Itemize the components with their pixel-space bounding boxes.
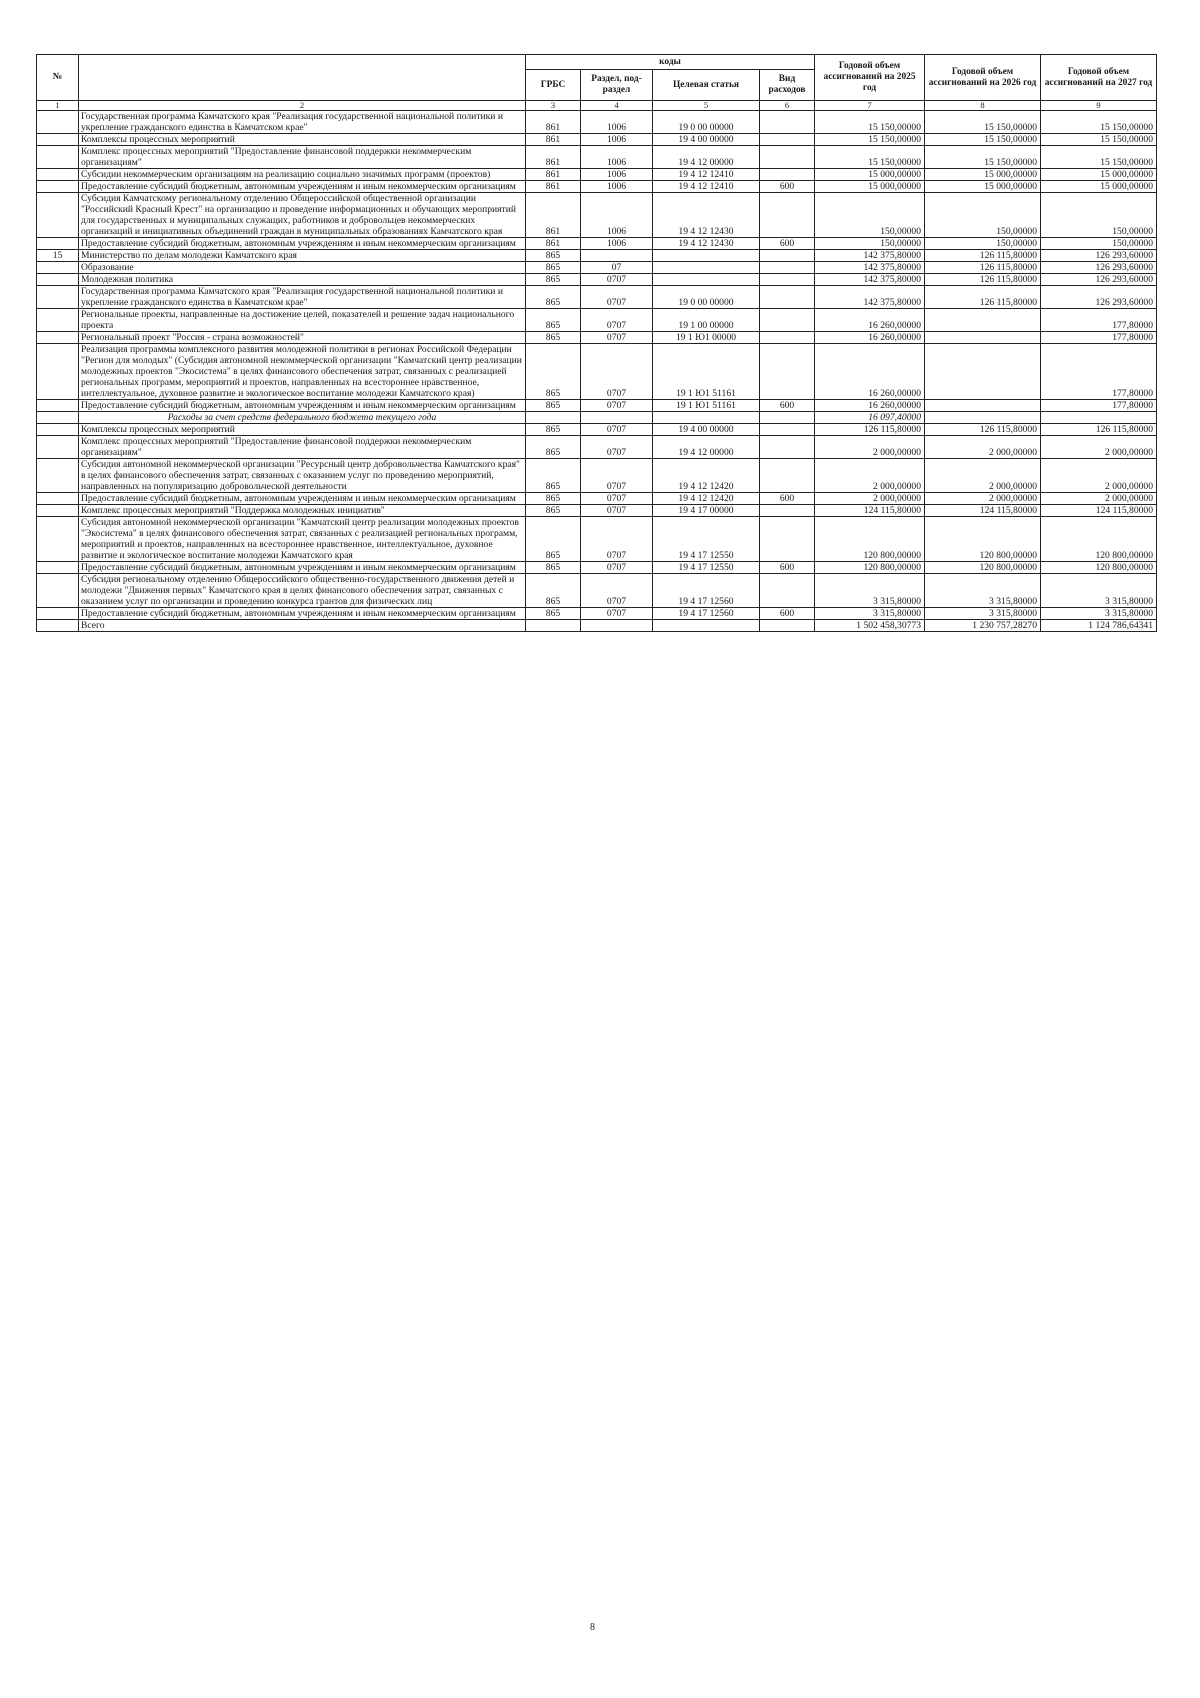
- amount-2026-cell: 2 000,00000: [925, 493, 1041, 505]
- table-row: [37, 412, 1157, 424]
- amount-2027-cell: 1 124 786,64341: [1041, 620, 1157, 632]
- column-number-row: [37, 101, 1157, 111]
- amount-2025-cell: 142 375,80000: [815, 286, 925, 309]
- row-name-cell: Субсидия автономной некоммерческой организации "Камчатский центр реализации молодежных проектов "Экосистема" в целях финансового обеспечения затрат, связанных с реализацией региональных программ, мероприятий и проектов, направленных на всестороннее нравственное, интеллектуальное, духовное развитие и экологическое воспитание молодежи Камчатского края: [79, 517, 526, 562]
- row-name-cell: Государственная программа Камчатского края "Реализация государственной национальной политики и укрепление гражданского единства в Камчатском крае": [79, 111, 526, 134]
- table-row: [37, 620, 1157, 632]
- expense-type-cell: [760, 412, 815, 424]
- amount-2025-cell: 124 115,80000: [815, 505, 925, 517]
- razdel-cell: 0707: [581, 400, 653, 412]
- razdel-cell: 0707: [581, 562, 653, 574]
- table-row: [37, 562, 1157, 574]
- amount-2025-cell: 142 375,80000: [815, 250, 925, 262]
- table-row: [37, 134, 1157, 146]
- header-2026: Годовой объем ассигнований на 2026 год: [925, 55, 1041, 101]
- grbs-cell: 865: [526, 608, 581, 620]
- grbs-cell: 861: [526, 181, 581, 193]
- amount-2027-cell: 120 800,00000: [1041, 517, 1157, 562]
- column-number: 9: [1041, 101, 1157, 111]
- row-name-cell: Субсидия Камчатскому региональному отделению Общероссийской общественной организации "Российский Красный Крест" на организацию и проведение информационных и обучающих мероприятий для государственных и муниципальных служащих, работников и добровольцев некоммерческих организаций и инициативных объединений граждан в муниципальных образованиях Камчатского края: [79, 193, 526, 238]
- row-number-cell: [37, 134, 79, 146]
- razdel-cell: 1006: [581, 238, 653, 250]
- header-vr: Вид расходов: [760, 70, 815, 101]
- grbs-cell: 865: [526, 274, 581, 286]
- column-number: 3: [526, 101, 581, 111]
- razdel-cell: 0707: [581, 436, 653, 459]
- amount-2027-cell: 3 315,80000: [1041, 608, 1157, 620]
- amount-2027-cell: 126 293,60000: [1041, 250, 1157, 262]
- row-name-cell: Предоставление субсидий бюджетным, автономным учреждениям и иным некоммерческим организациям: [79, 493, 526, 505]
- table-row: [37, 274, 1157, 286]
- target-article-cell: 19 1 Ю1 51161: [653, 344, 760, 400]
- row-name-cell: Субсидия региональному отделению Общероссийского общественно-государственного движения детей и молодежи "Движения первых" Камчатского края в целях финансового обеспечения затрат, связанных с оказанием услуг по организации и проведению конкурса грантов для физических лиц: [79, 574, 526, 608]
- amount-2026-cell: 126 115,80000: [925, 424, 1041, 436]
- table-row: [37, 286, 1157, 309]
- row-number-cell: [37, 193, 79, 238]
- amount-2025-cell: 126 115,80000: [815, 424, 925, 436]
- target-article-cell: 19 1 Ю1 51161: [653, 400, 760, 412]
- grbs-cell: 865: [526, 424, 581, 436]
- table-row: [37, 574, 1157, 608]
- razdel-cell: 0707: [581, 344, 653, 400]
- amount-2027-cell: 126 115,80000: [1041, 424, 1157, 436]
- amount-2025-cell: 15 150,00000: [815, 146, 925, 169]
- amount-2025-cell: 2 000,00000: [815, 493, 925, 505]
- amount-2025-cell: 16 260,00000: [815, 332, 925, 344]
- row-name-cell: Государственная программа Камчатского края "Реализация государственной национальной политики и укрепление гражданского единства в Камчатском крае": [79, 286, 526, 309]
- expense-type-cell: [760, 517, 815, 562]
- row-name-cell: Комплексы процессных мероприятий: [79, 134, 526, 146]
- amount-2026-cell: 126 115,80000: [925, 250, 1041, 262]
- table-row: [37, 517, 1157, 562]
- amount-2027-cell: 2 000,00000: [1041, 436, 1157, 459]
- table-row: [37, 193, 1157, 238]
- amount-2026-cell: 150,00000: [925, 238, 1041, 250]
- amount-2027-cell: 177,80000: [1041, 400, 1157, 412]
- expense-type-cell: [760, 250, 815, 262]
- grbs-cell: 865: [526, 309, 581, 332]
- row-name-cell: Региональный проект "Россия - страна возможностей": [79, 332, 526, 344]
- row-name-cell: Предоставление субсидий бюджетным, автономным учреждениям и иным некоммерческим организациям: [79, 238, 526, 250]
- expense-type-cell: [760, 424, 815, 436]
- table-body: [37, 111, 1157, 632]
- razdel-cell: 1006: [581, 181, 653, 193]
- row-number-cell: [37, 436, 79, 459]
- amount-2025-cell: 2 000,00000: [815, 459, 925, 493]
- expense-type-cell: [760, 332, 815, 344]
- target-article-cell: 19 0 00 00000: [653, 286, 760, 309]
- table-row: [37, 262, 1157, 274]
- amount-2026-cell: 3 315,80000: [925, 574, 1041, 608]
- razdel-cell: [581, 620, 653, 632]
- header-2025: Годовой объем ассигнований на 2025 год: [815, 55, 925, 101]
- row-number-cell: [37, 181, 79, 193]
- header-razdel: Раздел, под-раздел: [581, 70, 653, 101]
- expense-type-cell: 600: [760, 181, 815, 193]
- header-csr: Целевая статья: [653, 70, 760, 101]
- amount-2026-cell: [925, 309, 1041, 332]
- amount-2027-cell: 177,80000: [1041, 344, 1157, 400]
- grbs-cell: 861: [526, 146, 581, 169]
- expense-type-cell: [760, 193, 815, 238]
- expense-type-cell: 600: [760, 608, 815, 620]
- amount-2025-cell: 16 260,00000: [815, 344, 925, 400]
- razdel-cell: 1006: [581, 111, 653, 134]
- amount-2026-cell: 15 150,00000: [925, 146, 1041, 169]
- grbs-cell: 865: [526, 286, 581, 309]
- table-row: [37, 238, 1157, 250]
- amount-2025-cell: 120 800,00000: [815, 517, 925, 562]
- row-number-cell: [37, 262, 79, 274]
- table-row: [37, 332, 1157, 344]
- amount-2027-cell: 177,80000: [1041, 332, 1157, 344]
- grbs-cell: 865: [526, 459, 581, 493]
- amount-2027-cell: 150,00000: [1041, 238, 1157, 250]
- expense-type-cell: [760, 505, 815, 517]
- grbs-cell: 865: [526, 344, 581, 400]
- amount-2026-cell: [925, 332, 1041, 344]
- amount-2025-cell: 142 375,80000: [815, 262, 925, 274]
- amount-2027-cell: 126 293,60000: [1041, 262, 1157, 274]
- page-number: 8: [590, 1622, 595, 1633]
- amount-2026-cell: 124 115,80000: [925, 505, 1041, 517]
- row-number-cell: [37, 505, 79, 517]
- amount-2026-cell: 120 800,00000: [925, 562, 1041, 574]
- amount-2026-cell: 150,00000: [925, 193, 1041, 238]
- row-name-cell: Субсидии некоммерческим организациям на реализацию социально значимых программ (проектов): [79, 169, 526, 181]
- row-name-cell: Предоставление субсидий бюджетным, автономным учреждениям и иным некоммерческим организациям: [79, 181, 526, 193]
- row-number-cell: [37, 620, 79, 632]
- amount-2026-cell: [925, 344, 1041, 400]
- amount-2026-cell: 2 000,00000: [925, 436, 1041, 459]
- amount-2026-cell: 126 115,80000: [925, 286, 1041, 309]
- header-2027: Годовой объем ассигнований на 2027 год: [1041, 55, 1157, 101]
- amount-2025-cell: 120 800,00000: [815, 562, 925, 574]
- target-article-cell: 19 4 12 12420: [653, 493, 760, 505]
- row-name-cell: Комплекс процессных мероприятий "Поддержка молодежных инициатив": [79, 505, 526, 517]
- target-article-cell: 19 1 00 00000: [653, 309, 760, 332]
- row-number-cell: [37, 424, 79, 436]
- grbs-cell: 865: [526, 436, 581, 459]
- grbs-cell: 865: [526, 262, 581, 274]
- target-article-cell: 19 4 12 12410: [653, 181, 760, 193]
- row-name-cell: Всего: [79, 620, 526, 632]
- column-number: 5: [653, 101, 760, 111]
- expense-type-cell: [760, 344, 815, 400]
- amount-2025-cell: 150,00000: [815, 238, 925, 250]
- grbs-cell: 861: [526, 111, 581, 134]
- row-number-cell: [37, 238, 79, 250]
- row-number-cell: [37, 493, 79, 505]
- table-row: [37, 436, 1157, 459]
- amount-2027-cell: 15 000,00000: [1041, 169, 1157, 181]
- row-name-cell: Образование: [79, 262, 526, 274]
- target-article-cell: [653, 262, 760, 274]
- table-row: [37, 309, 1157, 332]
- row-number-cell: [37, 412, 79, 424]
- amount-2027-cell: 126 293,60000: [1041, 286, 1157, 309]
- amount-2027-cell: 15 000,00000: [1041, 181, 1157, 193]
- target-article-cell: 19 4 17 12550: [653, 517, 760, 562]
- expense-type-cell: 600: [760, 562, 815, 574]
- razdel-cell: [581, 412, 653, 424]
- row-name-cell: Предоставление субсидий бюджетным, автономным учреждениям и иным некоммерческим организациям: [79, 608, 526, 620]
- row-name-cell: Субсидия автономной некоммерческой организации "Ресурсный центр добровольчества Камчатского края" в целях финансового обеспечения затрат, связанных с оказанием услуг по проведению мероприятий, направленных на популяризацию добровольческой деятельности: [79, 459, 526, 493]
- razdel-cell: 1006: [581, 134, 653, 146]
- amount-2025-cell: 3 315,80000: [815, 574, 925, 608]
- amount-2027-cell: 124 115,80000: [1041, 505, 1157, 517]
- expense-type-cell: [760, 169, 815, 181]
- table-row: [37, 111, 1157, 134]
- row-name-cell: Предоставление субсидий бюджетным, автономным учреждениям и иным некоммерческим организациям: [79, 562, 526, 574]
- target-article-cell: 19 4 00 00000: [653, 424, 760, 436]
- target-article-cell: 19 4 12 12430: [653, 238, 760, 250]
- row-number-cell: 15: [37, 250, 79, 262]
- amount-2026-cell: 3 315,80000: [925, 608, 1041, 620]
- header-no: №: [37, 55, 79, 101]
- row-name-cell: Комплекс процессных мероприятий "Предоставление финансовой поддержки некоммерческим организациям": [79, 436, 526, 459]
- razdel-cell: 1006: [581, 193, 653, 238]
- column-number: 8: [925, 101, 1041, 111]
- target-article-cell: 19 4 17 12560: [653, 608, 760, 620]
- amount-2027-cell: 15 150,00000: [1041, 111, 1157, 134]
- row-name-cell: Комплексы процессных мероприятий: [79, 424, 526, 436]
- expense-type-cell: 600: [760, 238, 815, 250]
- row-name-cell: Комплекс процессных мероприятий "Предоставление финансовой поддержки некоммерческим организациям": [79, 146, 526, 169]
- target-article-cell: [653, 274, 760, 286]
- amount-2026-cell: 15 000,00000: [925, 169, 1041, 181]
- grbs-cell: 861: [526, 238, 581, 250]
- grbs-cell: 865: [526, 574, 581, 608]
- amount-2026-cell: 15 150,00000: [925, 134, 1041, 146]
- amount-2026-cell: 2 000,00000: [925, 459, 1041, 493]
- row-number-cell: [37, 286, 79, 309]
- row-number-cell: [37, 274, 79, 286]
- amount-2025-cell: 150,00000: [815, 193, 925, 238]
- expense-type-cell: [760, 262, 815, 274]
- expense-type-cell: [760, 146, 815, 169]
- row-name-cell: Региональные проекты, направленные на достижение целей, показателей и решение задач национального проекта: [79, 309, 526, 332]
- amount-2026-cell: 120 800,00000: [925, 517, 1041, 562]
- grbs-cell: 865: [526, 562, 581, 574]
- grbs-cell: 865: [526, 505, 581, 517]
- razdel-cell: 0707: [581, 286, 653, 309]
- amount-2027-cell: 120 800,00000: [1041, 562, 1157, 574]
- razdel-cell: 1006: [581, 169, 653, 181]
- row-number-cell: [37, 309, 79, 332]
- amount-2026-cell: 15 000,00000: [925, 181, 1041, 193]
- amount-2025-cell: 15 150,00000: [815, 111, 925, 134]
- target-article-cell: [653, 620, 760, 632]
- target-article-cell: 19 1 Ю1 00000: [653, 332, 760, 344]
- target-article-cell: 19 4 12 12430: [653, 193, 760, 238]
- razdel-cell: 0707: [581, 493, 653, 505]
- razdel-cell: 0707: [581, 517, 653, 562]
- grbs-cell: 865: [526, 400, 581, 412]
- expense-type-cell: [760, 459, 815, 493]
- grbs-cell: 861: [526, 193, 581, 238]
- amount-2026-cell: 126 115,80000: [925, 262, 1041, 274]
- target-article-cell: 19 4 17 00000: [653, 505, 760, 517]
- amount-2027-cell: 126 293,60000: [1041, 274, 1157, 286]
- razdel-cell: 0707: [581, 608, 653, 620]
- table-row: [37, 146, 1157, 169]
- grbs-cell: 865: [526, 250, 581, 262]
- row-number-cell: [37, 169, 79, 181]
- expense-type-cell: 600: [760, 493, 815, 505]
- row-name-cell: Молодежная политика: [79, 274, 526, 286]
- razdel-cell: 1006: [581, 146, 653, 169]
- target-article-cell: 19 0 00 00000: [653, 111, 760, 134]
- table-row: [37, 250, 1157, 262]
- target-article-cell: [653, 412, 760, 424]
- razdel-cell: [581, 250, 653, 262]
- table-row: [37, 344, 1157, 400]
- amount-2025-cell: 16 260,00000: [815, 400, 925, 412]
- row-number-cell: [37, 146, 79, 169]
- amount-2025-cell: 15 000,00000: [815, 181, 925, 193]
- grbs-cell: 861: [526, 169, 581, 181]
- table-row: [37, 608, 1157, 620]
- amount-2026-cell: 15 150,00000: [925, 111, 1041, 134]
- expense-type-cell: [760, 309, 815, 332]
- row-number-cell: [37, 608, 79, 620]
- target-article-cell: [653, 250, 760, 262]
- razdel-cell: 0707: [581, 332, 653, 344]
- table-row: [37, 459, 1157, 493]
- column-number: 6: [760, 101, 815, 111]
- header-grbs: ГРБС: [526, 70, 581, 101]
- table-row: [37, 505, 1157, 517]
- razdel-cell: 0707: [581, 309, 653, 332]
- budget-table: [36, 54, 1157, 632]
- target-article-cell: 19 4 12 12420: [653, 459, 760, 493]
- grbs-cell: 865: [526, 332, 581, 344]
- target-article-cell: 19 4 12 00000: [653, 436, 760, 459]
- target-article-cell: 19 4 17 12550: [653, 562, 760, 574]
- column-number: 2: [79, 101, 526, 111]
- amount-2025-cell: 16 097,40000: [815, 412, 925, 424]
- header-name: [79, 55, 526, 101]
- row-number-cell: [37, 517, 79, 562]
- amount-2027-cell: [1041, 412, 1157, 424]
- row-number-cell: [37, 562, 79, 574]
- target-article-cell: 19 4 12 12410: [653, 169, 760, 181]
- amount-2027-cell: 150,00000: [1041, 193, 1157, 238]
- row-name-cell: Реализация программы комплексного развития молодежной политики в регионах Российской Федерации "Регион для молодых" (Субсидия автономной некоммерческой организации "Камчатский центр реализации молодежных проектов "Экосистема" в целях финансового обеспечения затрат, связанных с реализацией региональных программ, мероприятий и проектов, направленных на всестороннее нравственное, интеллектуальное, духовное развитие и экологическое воспитание молодежи Камчатского края): [79, 344, 526, 400]
- expense-type-cell: [760, 134, 815, 146]
- amount-2025-cell: 142 375,80000: [815, 274, 925, 286]
- expense-type-cell: [760, 436, 815, 459]
- table-row: [37, 181, 1157, 193]
- row-number-cell: [37, 332, 79, 344]
- amount-2025-cell: 15 150,00000: [815, 134, 925, 146]
- grbs-cell: 861: [526, 134, 581, 146]
- expense-type-cell: [760, 620, 815, 632]
- amount-2027-cell: 15 150,00000: [1041, 134, 1157, 146]
- amount-2027-cell: 15 150,00000: [1041, 146, 1157, 169]
- expense-type-cell: [760, 111, 815, 134]
- row-number-cell: [37, 344, 79, 400]
- amount-2027-cell: 3 315,80000: [1041, 574, 1157, 608]
- expense-type-cell: [760, 286, 815, 309]
- amount-2026-cell: [925, 412, 1041, 424]
- amount-2025-cell: 16 260,00000: [815, 309, 925, 332]
- razdel-cell: 0707: [581, 274, 653, 286]
- target-article-cell: 19 4 00 00000: [653, 134, 760, 146]
- expense-type-cell: 600: [760, 400, 815, 412]
- row-name-cell: Предоставление субсидий бюджетным, автономным учреждениям и иным некоммерческим организациям: [79, 400, 526, 412]
- amount-2027-cell: 177,80000: [1041, 309, 1157, 332]
- amount-2026-cell: [925, 400, 1041, 412]
- razdel-cell: 0707: [581, 505, 653, 517]
- table-row: [37, 424, 1157, 436]
- budget-sheet: [36, 54, 1156, 632]
- column-number: 4: [581, 101, 653, 111]
- row-name-cell: Министерство по делам молодежи Камчатского края: [79, 250, 526, 262]
- table-row: [37, 493, 1157, 505]
- column-number: 7: [815, 101, 925, 111]
- row-number-cell: [37, 400, 79, 412]
- target-article-cell: 19 4 17 12560: [653, 574, 760, 608]
- amount-2026-cell: 1 230 757,28270: [925, 620, 1041, 632]
- row-number-cell: [37, 574, 79, 608]
- table-row: [37, 169, 1157, 181]
- expense-type-cell: [760, 274, 815, 286]
- row-number-cell: [37, 459, 79, 493]
- grbs-cell: [526, 620, 581, 632]
- target-article-cell: 19 4 12 00000: [653, 146, 760, 169]
- column-number: 1: [37, 101, 79, 111]
- amount-2025-cell: 1 502 458,30773: [815, 620, 925, 632]
- row-name-cell: Расходы за счет средств федерального бюджета текущего года: [79, 412, 526, 424]
- razdel-cell: 0707: [581, 424, 653, 436]
- expense-type-cell: [760, 574, 815, 608]
- grbs-cell: 865: [526, 517, 581, 562]
- amount-2027-cell: 2 000,00000: [1041, 493, 1157, 505]
- razdel-cell: 0707: [581, 574, 653, 608]
- razdel-cell: 0707: [581, 459, 653, 493]
- table-row: [37, 400, 1157, 412]
- amount-2027-cell: 2 000,00000: [1041, 459, 1157, 493]
- row-number-cell: [37, 111, 79, 134]
- amount-2025-cell: 15 000,00000: [815, 169, 925, 181]
- amount-2026-cell: 126 115,80000: [925, 274, 1041, 286]
- grbs-cell: 865: [526, 493, 581, 505]
- razdel-cell: 07: [581, 262, 653, 274]
- amount-2025-cell: 3 315,80000: [815, 608, 925, 620]
- header-codes: коды: [526, 55, 815, 70]
- grbs-cell: [526, 412, 581, 424]
- header-row-top: [37, 55, 1157, 70]
- amount-2025-cell: 2 000,00000: [815, 436, 925, 459]
